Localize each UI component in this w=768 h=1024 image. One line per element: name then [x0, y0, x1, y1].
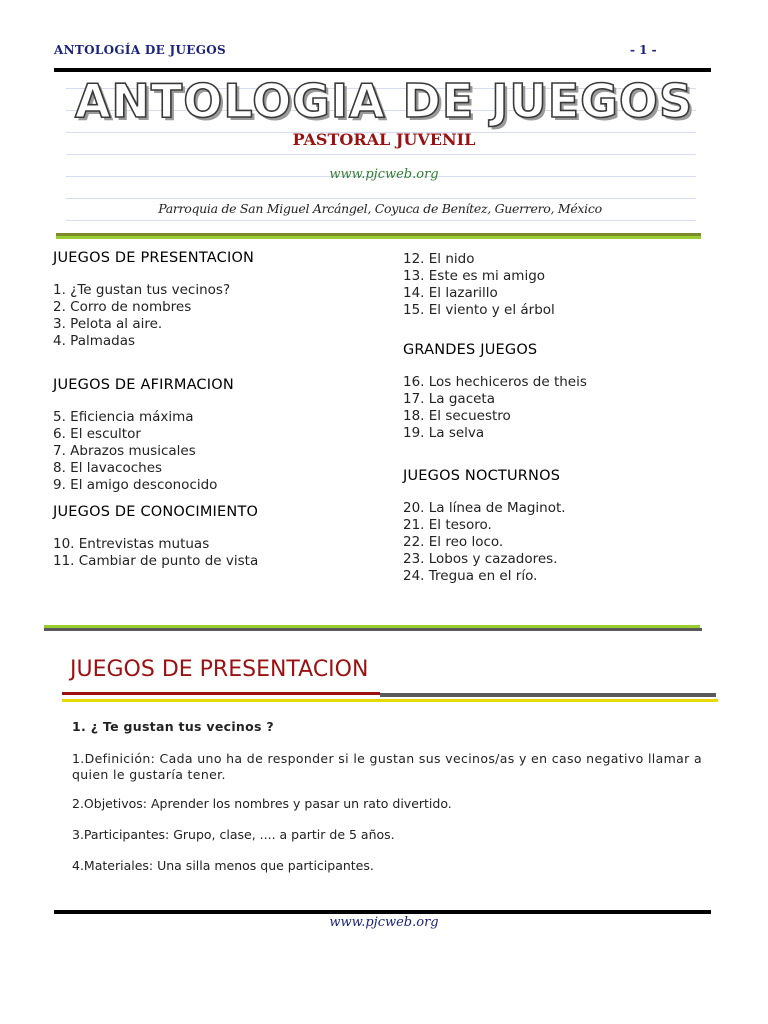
- index-list-grandes-juegos: [403, 374, 723, 442]
- index-list-presentacion: [53, 282, 383, 350]
- list-item[interactable]: 12. El nido: [403, 251, 475, 267]
- index-heading-afirmacion: JUEGOS DE AFIRMACION: [53, 377, 234, 393]
- list-item[interactable]: 16. Los hechiceros de theis: [403, 374, 587, 390]
- list-item[interactable]: 3. Pelota al aire.: [53, 316, 163, 332]
- list-item[interactable]: 18. El secuestro: [403, 408, 511, 424]
- game-title: 1. ¿ Te gustan tus vecinos ?: [72, 719, 274, 734]
- section-heading-rule-yellow: [62, 699, 718, 702]
- banner-website-link[interactable]: www.pjcweb.org: [329, 167, 439, 182]
- list-item[interactable]: 24. Tregua en el río.: [403, 568, 538, 584]
- index-heading-conocimiento: JUEGOS DE CONOCIMIENTO: [53, 504, 259, 520]
- section-heading: JUEGOS DE PRESENTACION: [70, 657, 369, 682]
- index-left-column: [53, 250, 383, 570]
- list-item[interactable]: 22. El reo loco.: [403, 534, 504, 550]
- index-bottom-rule: [44, 628, 702, 631]
- index-heading-presentacion: JUEGOS DE PRESENTACION: [53, 250, 255, 266]
- footer-website-link[interactable]: www.pjcweb.org: [329, 915, 439, 930]
- index-heading-grandes-juegos: GRANDES JUEGOS: [403, 342, 538, 358]
- list-item[interactable]: 4. Palmadas: [53, 333, 136, 349]
- list-item[interactable]: 7. Abrazos musicales: [53, 443, 196, 459]
- banner-bottom-rule-accent: [56, 236, 701, 239]
- index-list-conocimiento-continued: [403, 251, 723, 319]
- list-item[interactable]: 14. El lazarillo: [403, 285, 498, 301]
- list-item[interactable]: 15. El viento y el árbol: [403, 302, 555, 318]
- index-heading-nocturnos: JUEGOS NOCTURNOS: [403, 468, 561, 484]
- section-heading-rule-grey: [380, 693, 716, 697]
- document-subtitle: PASTORAL JUVENIL: [292, 130, 476, 149]
- index-right-column: [403, 251, 723, 585]
- document-title: ANTOLOGIA DE JUEGOS: [74, 74, 694, 128]
- list-item[interactable]: 10. Entrevistas mutuas: [53, 536, 210, 552]
- index-list-conocimiento: [53, 536, 383, 570]
- list-item[interactable]: 8. El lavacoches: [53, 460, 163, 476]
- list-item[interactable]: 6. El escultor: [53, 426, 141, 442]
- section-heading-rule-red: [62, 692, 380, 695]
- parish-line: Parroquia de San Miguel Arcángel, Coyuca de Benítez, Guerrero, México: [158, 201, 602, 216]
- list-item[interactable]: 20. La línea de Maginot.: [403, 500, 566, 516]
- header-rule: [54, 68, 711, 72]
- list-item[interactable]: 9. El amigo desconocido: [53, 477, 218, 493]
- list-item[interactable]: 2. Corro de nombres: [53, 299, 192, 315]
- participants-paragraph: 3.Participantes: Grupo, clase, .... a partir de 5 años.: [72, 827, 395, 842]
- page-number: - 1 -: [630, 43, 657, 57]
- running-header-title: ANTOLOGÍA DE JUEGOS: [54, 43, 226, 57]
- list-item[interactable]: 13. Este es mi amigo: [403, 268, 546, 284]
- definition-paragraph: 1.Definición: Cada uno ha de responder si le gustan sus vecinos/as y en caso negativo llamar a quien le gustaría tener.: [72, 751, 702, 782]
- list-item[interactable]: 23. Lobos y cazadores.: [403, 551, 558, 567]
- index-list-nocturnos: [403, 500, 723, 585]
- list-item[interactable]: 5. Eficiencia máxima: [53, 409, 194, 425]
- list-item[interactable]: 19. La selva: [403, 425, 485, 441]
- index-list-afirmacion: [53, 409, 383, 494]
- footer-rule: [54, 910, 711, 914]
- list-item[interactable]: 11. Cambiar de punto de vista: [53, 553, 259, 569]
- materials-paragraph: 4.Materiales: Una silla menos que participantes.: [72, 858, 374, 873]
- objectives-paragraph: 2.Objetivos: Aprender los nombres y pasar un rato divertido.: [72, 796, 452, 811]
- list-item[interactable]: 1. ¿Te gustan tus vecinos?: [53, 282, 231, 298]
- list-item[interactable]: 17. La gaceta: [403, 391, 495, 407]
- list-item[interactable]: 21. El tesoro.: [403, 517, 492, 533]
